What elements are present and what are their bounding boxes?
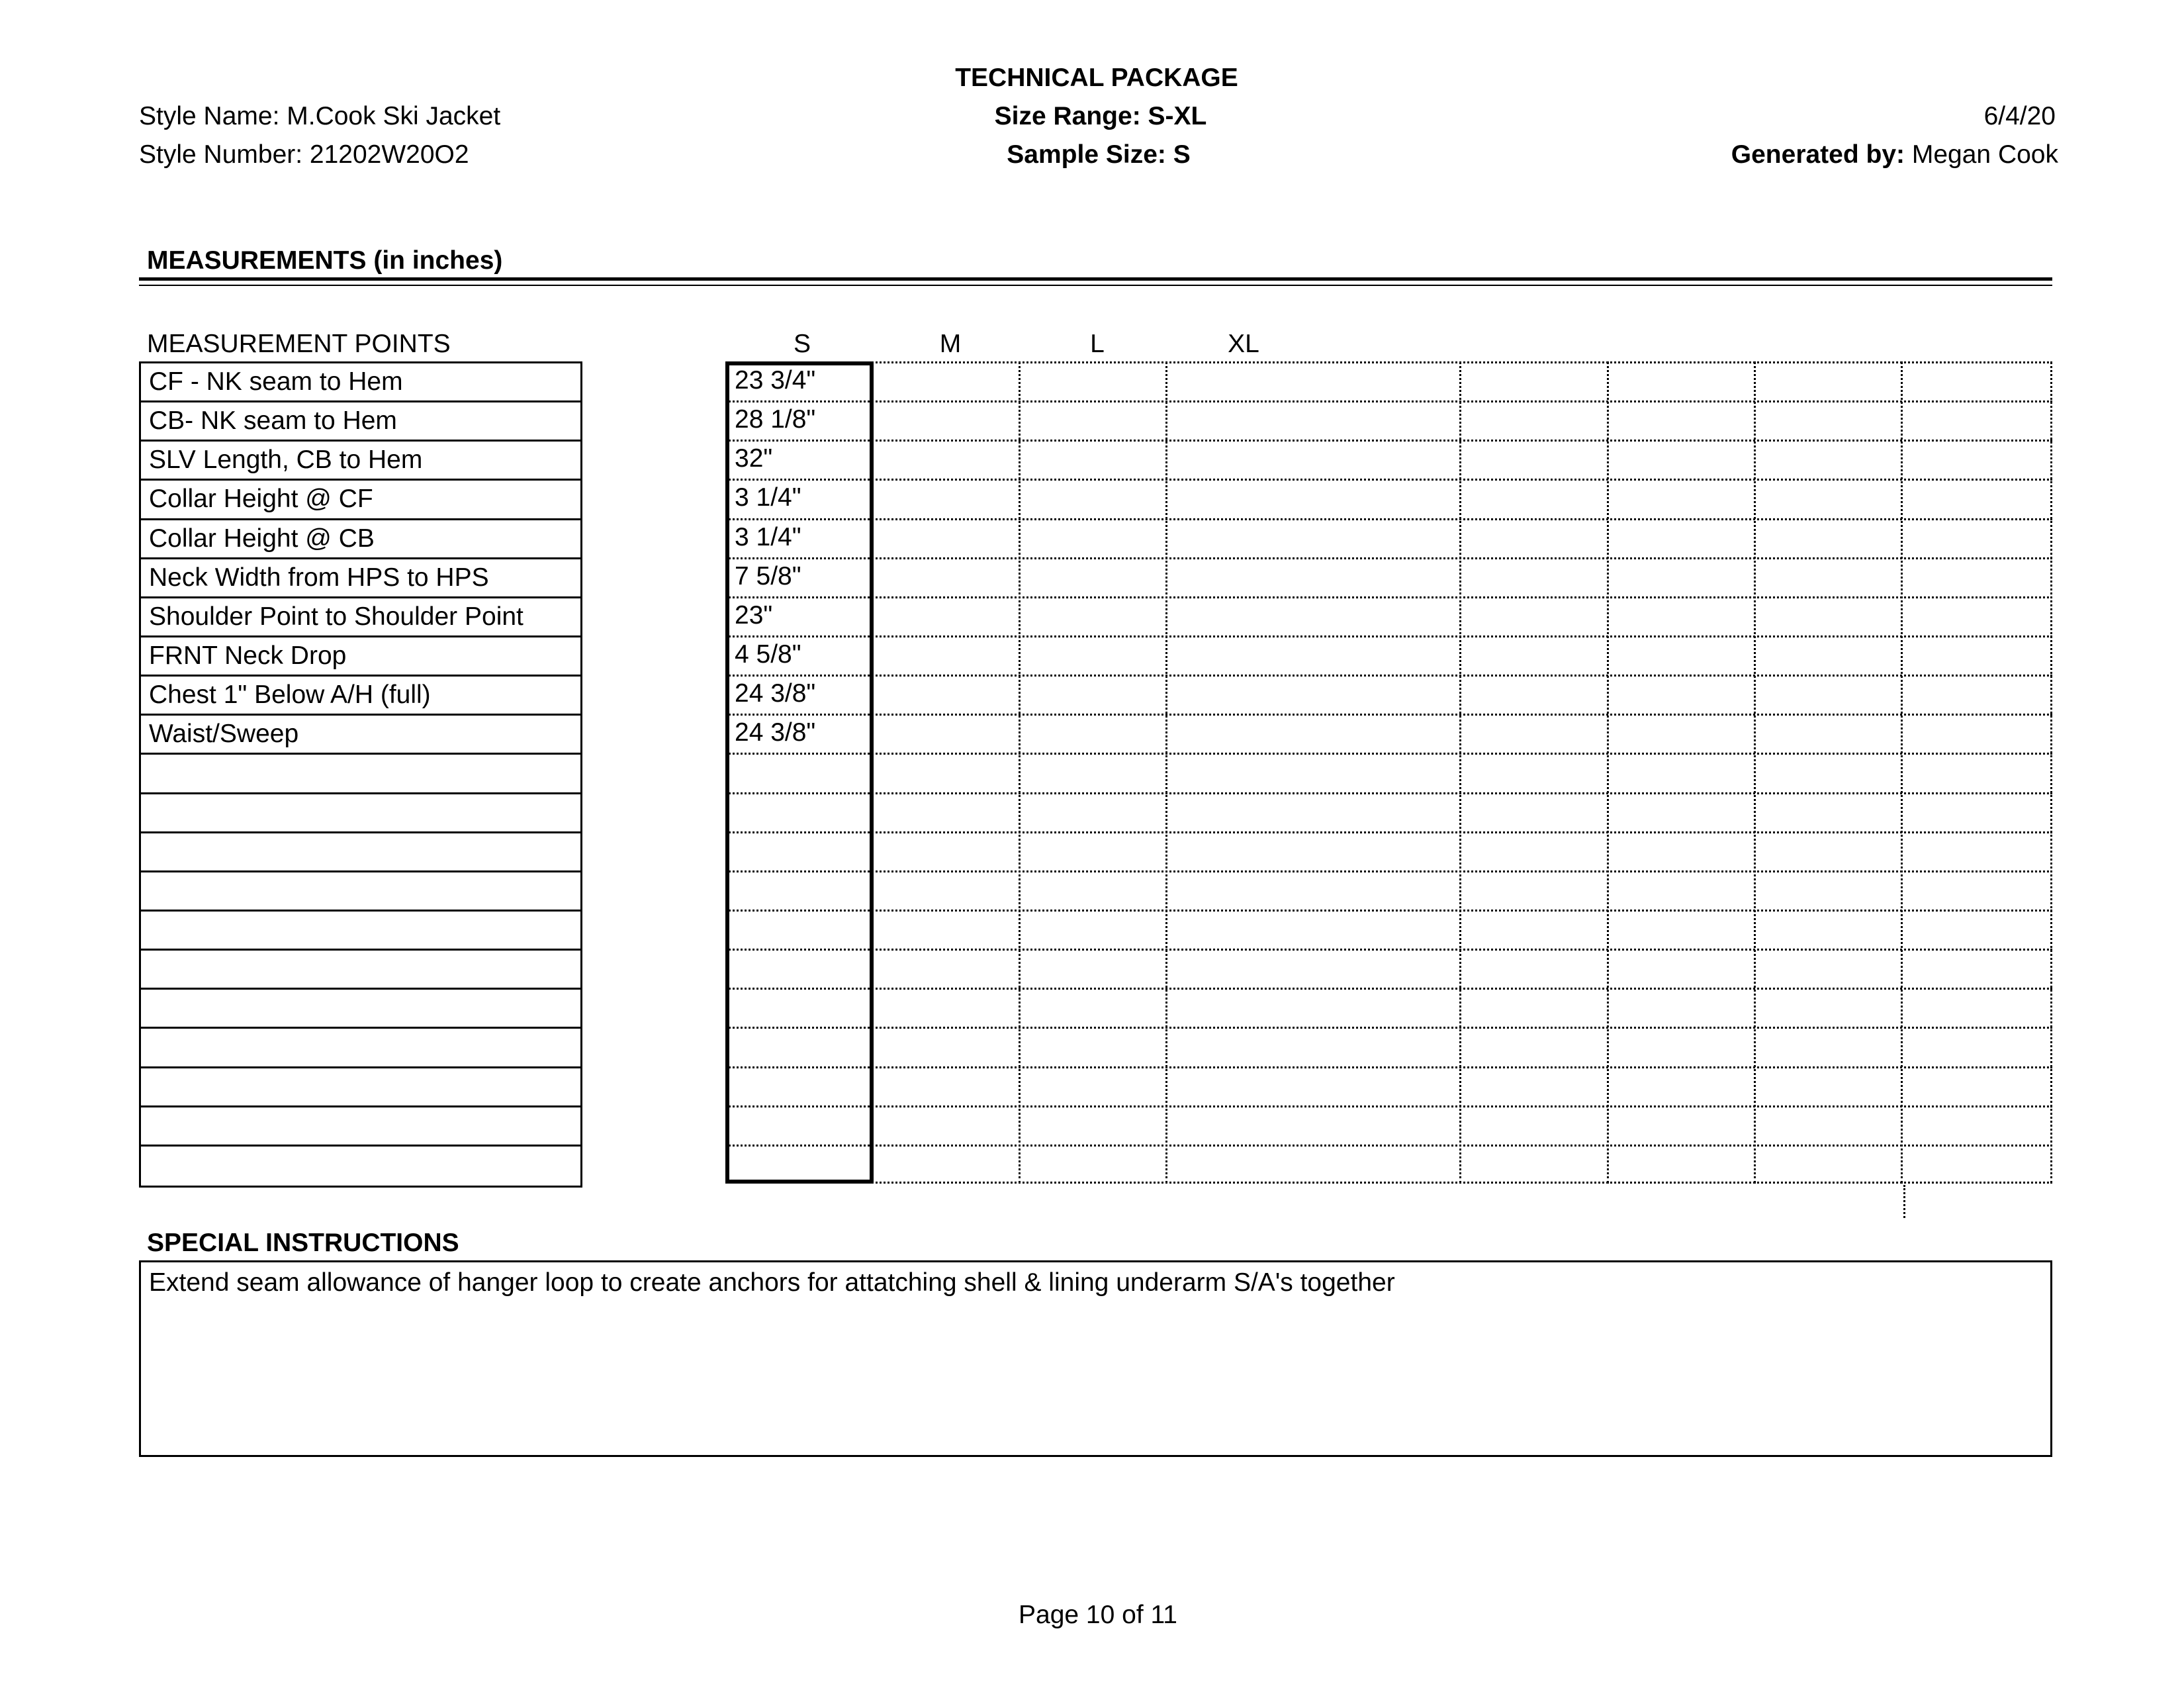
grid-row-line: [725, 557, 2052, 559]
grid-row-line: [725, 714, 2052, 716]
special-instructions-box: [139, 1260, 2052, 1457]
grid-top-line: [725, 361, 2052, 363]
size-range: Size Range: S-XL: [994, 102, 1207, 130]
document-date: 6/4/20: [1983, 102, 2056, 130]
measurement-point-row: CF - NK seam to Hem: [141, 363, 580, 402]
measurement-point-row: [141, 1107, 580, 1147]
grid-row-line: [725, 675, 2052, 677]
measurement-point-row: Chest 1" Below A/H (full): [141, 677, 580, 716]
size-s-value: 23 3/4": [735, 366, 816, 395]
special-instructions-title: SPECIAL INSTRUCTIONS: [147, 1229, 459, 1257]
grid-row-line: [725, 518, 2052, 520]
measurement-point-row: CB- NK seam to Hem: [141, 402, 580, 442]
dotted-tail: [1903, 1185, 1905, 1218]
grid-row-line: [725, 479, 2052, 481]
section-divider-thin: [139, 285, 2052, 286]
column-l: [1021, 361, 1167, 1184]
measurement-point-row: [141, 951, 580, 990]
size-header-m: M: [939, 330, 962, 358]
column-extra-3: [1756, 361, 1903, 1184]
size-s-value: 7 5/8": [735, 561, 801, 590]
measurement-points-header: MEASUREMENT POINTS: [147, 330, 451, 358]
measurement-point-row: [141, 1068, 580, 1107]
grid-row-line: [725, 831, 2052, 833]
size-header-l: L: [1090, 330, 1105, 358]
measurement-point-row: Waist/Sweep: [141, 716, 580, 755]
grid-row-line: [725, 792, 2052, 794]
section-divider: [139, 277, 2052, 281]
tech-package-title: TECHNICAL PACKAGE: [955, 64, 1238, 92]
grid-row-line: [725, 753, 2052, 755]
grid-row-line: [725, 400, 2052, 402]
size-s-value: 24 3/8": [735, 679, 816, 708]
size-s-value: 3 1/4": [735, 483, 801, 512]
grid-row-line: [725, 635, 2052, 637]
column-extra-1: [1461, 361, 1609, 1184]
style-number: Style Number: 21202W20O2: [139, 140, 469, 169]
generated-by: [1731, 142, 2058, 167]
grid-row-line: [725, 1145, 2052, 1147]
grid-row-line: [725, 440, 2052, 442]
size-header-s: S: [793, 330, 811, 358]
size-s-value: 24 3/8": [735, 718, 816, 747]
generated-by-label: Generated by:: [1731, 140, 1905, 169]
measurement-points-list: [139, 361, 582, 1188]
grid-bottom-line: [725, 1182, 2052, 1184]
measurement-point-row: [141, 1029, 580, 1068]
page-number: Page 10 of 11: [1019, 1601, 1177, 1629]
grid-row-line: [725, 988, 2052, 990]
size-s-value: 32": [735, 444, 773, 473]
generated-by-name: Megan Cook: [1905, 140, 2058, 169]
measurement-point-row: [141, 912, 580, 951]
column-xl: [1167, 361, 1461, 1184]
measurement-point-row: [141, 1147, 580, 1186]
measurement-point-row: Neck Width from HPS to HPS: [141, 559, 580, 598]
measurement-point-row: Shoulder Point to Shoulder Point: [141, 598, 580, 637]
measurement-point-row: [141, 794, 580, 833]
size-s-value: 4 5/8": [735, 640, 801, 669]
style-name: Style Name: M.Cook Ski Jacket: [139, 102, 501, 130]
measurement-point-row: [141, 755, 580, 794]
column-extra-4: [1903, 361, 2052, 1184]
column-extra-2: [1609, 361, 1756, 1184]
measurement-point-row: [141, 990, 580, 1029]
column-m: [874, 361, 1021, 1184]
measurement-point-row: FRNT Neck Drop: [141, 637, 580, 677]
size-s-value: 3 1/4": [735, 522, 801, 551]
sample-size: Sample Size: S: [1007, 140, 1191, 169]
grid-row-line: [725, 1066, 2052, 1068]
measurement-point-row: Collar Height @ CB: [141, 520, 580, 559]
measurement-point-row: [141, 872, 580, 912]
grid-row-line: [725, 596, 2052, 598]
measurement-point-row: Collar Height @ CF: [141, 481, 580, 520]
measurements-section-title: MEASUREMENTS (in inches): [147, 246, 503, 275]
measurement-point-row: SLV Length, CB to Hem: [141, 442, 580, 481]
grid-row-line: [725, 949, 2052, 951]
grid-row-line: [725, 1105, 2052, 1107]
grid-row-line: [725, 1027, 2052, 1029]
special-instructions-text: Extend seam allowance of hanger loop to create anchors for attatching shell & lining underarm S/A's together: [149, 1268, 1395, 1297]
size-s-value: 23": [735, 600, 773, 630]
size-s-value: 28 1/8": [735, 405, 816, 434]
grid-row-line: [725, 910, 2052, 912]
grid-row-line: [725, 870, 2052, 872]
measurement-point-row: [141, 833, 580, 872]
size-header-xl: XL: [1228, 330, 1259, 358]
